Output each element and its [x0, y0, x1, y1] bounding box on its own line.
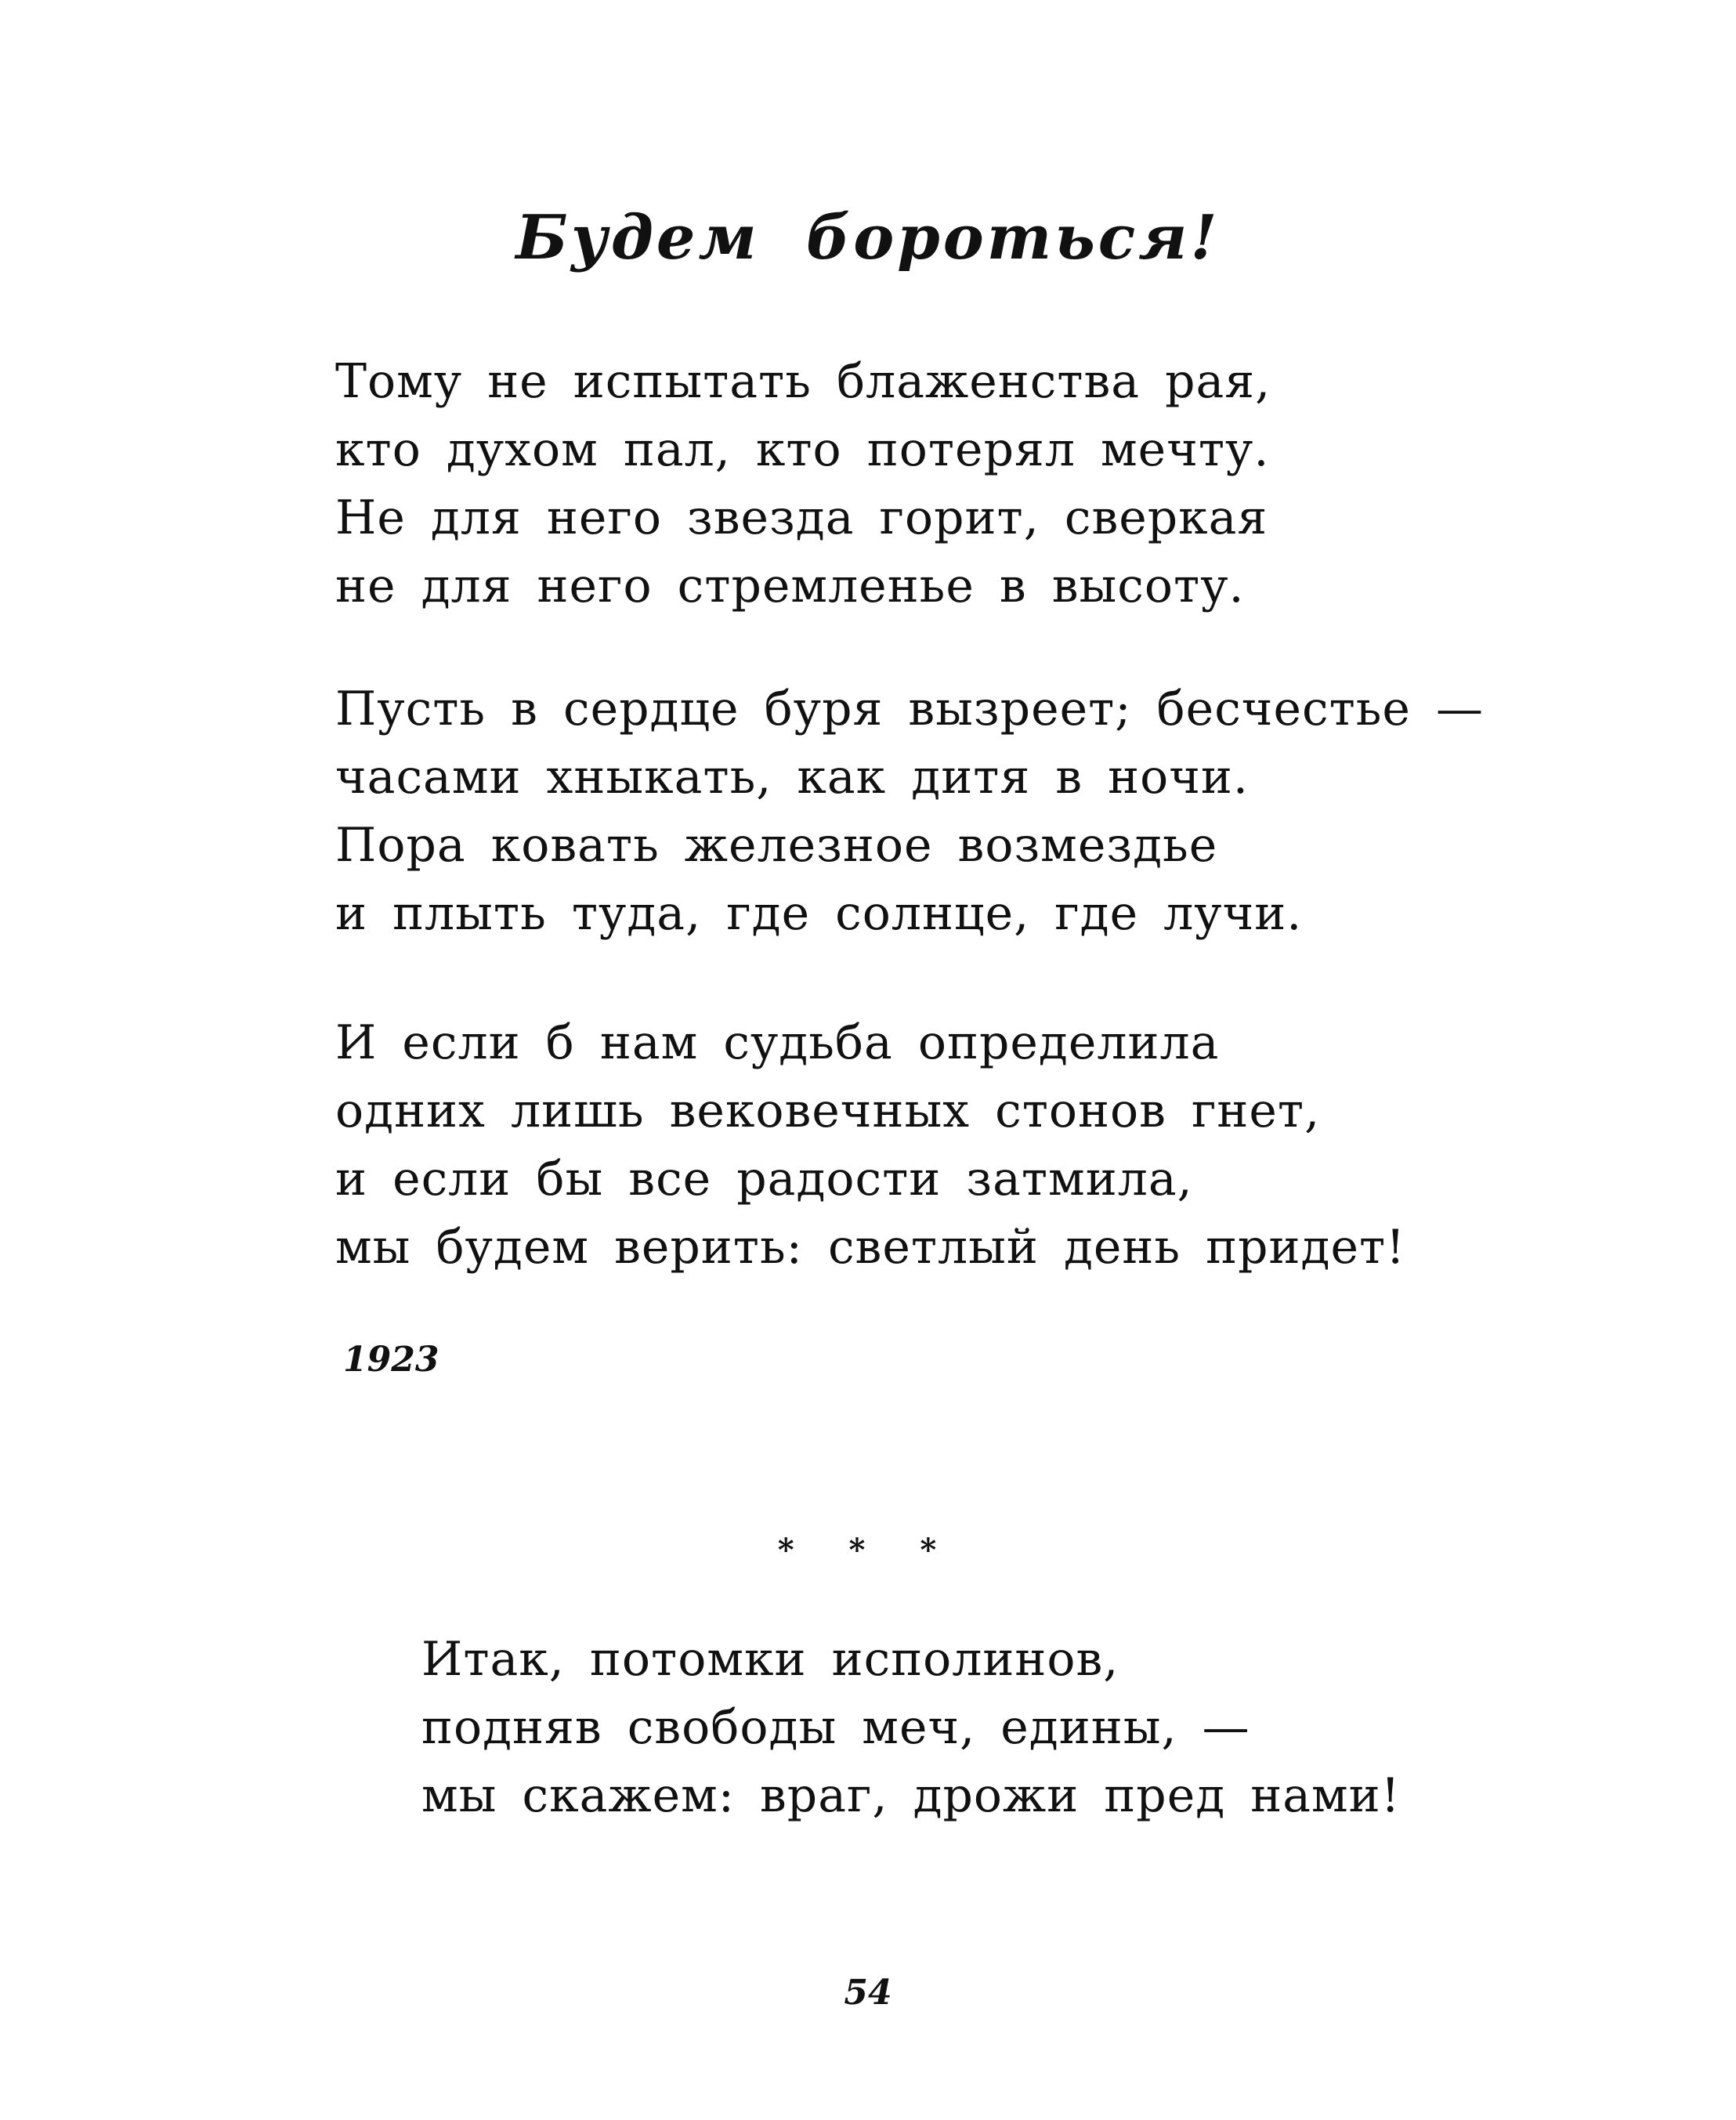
stanza-2 [335, 675, 1484, 948]
poem-date: 1923 [343, 1340, 439, 1380]
poem-line: мы будем верить: светлый день придет! [335, 1220, 1406, 1275]
poem-line: не для него стремленье в высоту. [335, 559, 1245, 613]
poem-line: Не для него звезда горит, сверкая [335, 490, 1268, 545]
poem-line: И если б нам судьба определила [335, 1015, 1220, 1070]
poem-line: часами хныкать, как дитя в ночи. [335, 750, 1249, 805]
poem-line: подняв свободы меч, едины, — [421, 1700, 1250, 1755]
poem-line: и если бы все радости затмила, [335, 1152, 1193, 1207]
poem-line: Тому не испытать блаженства рая, [335, 354, 1271, 409]
poem-line: мы скажем: враг, дрожи пред нами! [421, 1768, 1401, 1823]
next-poem-stanza [421, 1626, 1401, 1830]
poem-line: одних лишь вековечных стонов гнет, [335, 1084, 1321, 1138]
poem-line: Итак, потомки исполинов, [421, 1632, 1119, 1687]
poem-line: Пусть в сердце буря вызреет; бесчестье — [335, 682, 1485, 736]
asterism-separator: * * * [777, 1532, 959, 1568]
poem-line: Пора ковать железное возмездье [335, 818, 1218, 873]
stanza-1 [335, 348, 1271, 620]
page-number: 54 [844, 1973, 892, 2013]
poem-title: Будем бороться! [515, 202, 1221, 273]
poem-line: и плыть туда, где солнце, где лучи. [335, 886, 1303, 941]
stanza-3 [335, 1009, 1405, 1282]
poem-line: кто духом пал, кто потерял мечту. [335, 422, 1270, 477]
